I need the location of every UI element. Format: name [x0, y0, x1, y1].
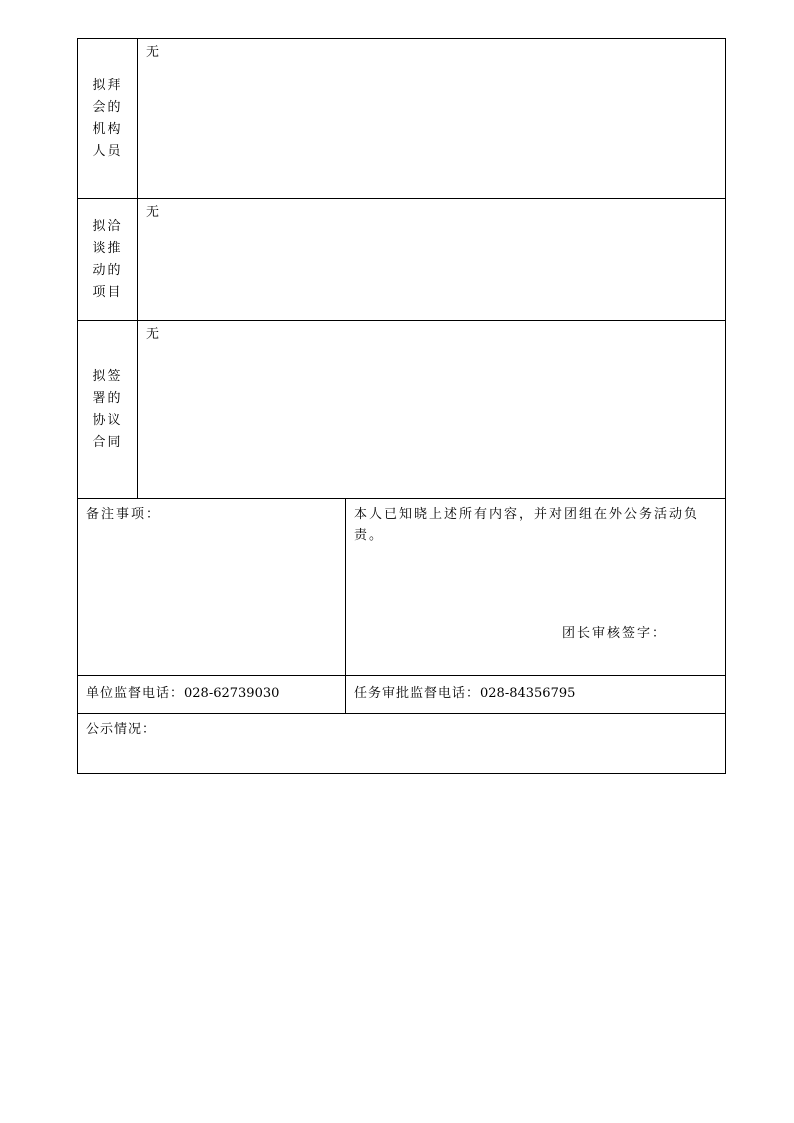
institutions-label: 拟拜会的机构人员: [92, 77, 123, 159]
approval-phone-number: 028-84356795: [480, 686, 576, 702]
acknowledgement-text: 本人已知晓上述所有内容，并对团组在外公务活动负责。: [354, 507, 700, 543]
institutions-row: [78, 39, 726, 199]
notice-label: 公示情况：: [86, 722, 157, 737]
projects-row: [78, 199, 726, 321]
unit-phone-cell: [78, 676, 346, 714]
acknowledgement-cell: [346, 499, 726, 676]
remarks-cell: [78, 499, 346, 676]
remarks-label: 备注事项：: [86, 507, 162, 522]
approval-phone-label: 任务审批监督电话：: [354, 686, 481, 702]
agreements-value-cell: [138, 321, 726, 499]
approval-phone-cell: [346, 676, 726, 714]
unit-phone-label: 单位监督电话：: [86, 686, 185, 702]
signature-label: 团长审核签字：: [562, 626, 668, 642]
remarks-row: [78, 499, 726, 676]
projects-value: 无: [146, 205, 160, 220]
institutions-value-cell: [138, 39, 726, 199]
phones-row: [78, 676, 726, 714]
notice-cell: [78, 714, 726, 774]
institutions-label-cell: [78, 39, 138, 199]
institutions-value: 无: [146, 45, 160, 60]
agreements-label: 拟签署的协议合同: [92, 368, 123, 450]
agreements-label-cell: [78, 321, 138, 499]
agreements-value: 无: [146, 327, 160, 342]
unit-phone-number: 028-62739030: [184, 686, 280, 702]
projects-value-cell: [138, 199, 726, 321]
projects-label-cell: [78, 199, 138, 321]
visit-form-table: [77, 38, 726, 774]
agreements-row: [78, 321, 726, 499]
projects-label: 拟洽谈推动的项目: [92, 218, 123, 300]
notice-row: [78, 714, 726, 774]
